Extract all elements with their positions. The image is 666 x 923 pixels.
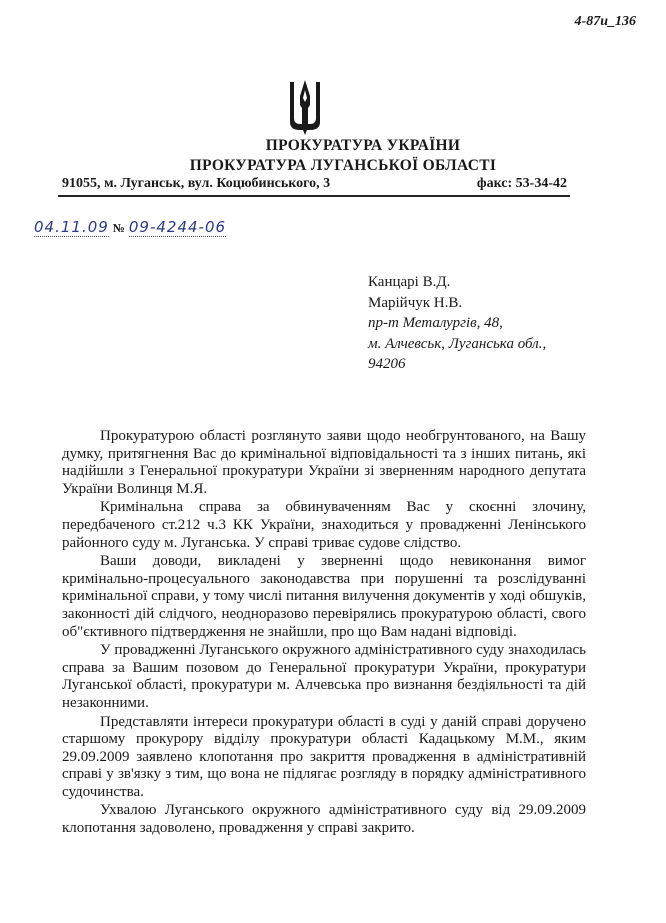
recipient-street: пр-т Металургів, 48, — [368, 315, 503, 331]
recipient-block — [368, 272, 546, 375]
recipient-name-2: Марійчук Н.В. — [368, 294, 463, 311]
org-fax: факс: 53-34-42 — [476, 176, 567, 191]
body-paragraph-2: Кримінальна справа за обвинуваченням Вас у скоєнні злочину, передбаченого ст.212 ч.3 КК України, знаходиться у провадженні Ленінського районного суду м. Луганська. У справі триває судове слідство. — [62, 499, 586, 551]
recipient-name-1: Канцарі В.Д. — [368, 274, 451, 290]
org-address: 91055, м. Луганськ, вул. Коцюбинського, 3 — [62, 176, 331, 191]
registration-number: 09-4244-06 — [128, 218, 227, 236]
org-title-ukraine: ПРОКУРАТУРА УКРАЇНИ — [265, 137, 461, 154]
registration-date: 04.11.09 — [34, 218, 109, 236]
body-paragraph-3: Ваши доводи, викладені у зверненні щодо невиконання вимог кримінально-процесуального законодавства при порушенні та розслідуванні кримінальної справи, у тому числі питання вилучення документів у ході обшуків, законності дій слідчого, неодноразово перевірялись прокуратурою області, свого об"єктивного підтвердження не знайшли, про що Вам надані відповіді. — [62, 553, 586, 640]
letterhead-divider — [58, 195, 570, 197]
tryzub-emblem-icon — [288, 78, 322, 136]
letter-body — [62, 428, 586, 839]
recipient-city: м. Алчевськ, Луганська обл., — [368, 335, 547, 352]
body-paragraph-5: Представляти інтереси прокуратури області в суді у даній справі доручено старшому прокурору відділу прокуратури області Кадацькому М.М., яким 29.09.2009 заявлено клопотання про закриття провадження в адміністративній справі у зв'язку з тим, що вона не підлягає розгляду в порядку адміністративного судочинства. — [62, 713, 586, 800]
body-paragraph-6: Ухвалою Луганського окружного адміністративного суду від 29.09.2009 клопотання задоволено, провадження у справі закрито. — [62, 802, 586, 837]
body-paragraph-1: Прокуратурою області розглянуто заяви щодо необгрунтованого, на Вашу думку, притягнення Вас до кримінальної відповідальності та з інших питань, які надійшли з Генеральної прокуратури України зі зверненням народного депутата України Волинця М.Я. — [62, 428, 586, 497]
body-paragraph-4: У провадженні Луганського окружного адміністративного суду знаходилась справа за Вашим позовом до Генеральної прокуратури України, прокуратури Луганської області, прокуратури м. Алчевська про визнання бездіяльності та дій незаконними. — [62, 642, 586, 711]
registration-line — [34, 218, 226, 237]
document-reference: 4-87и_136 — [574, 14, 636, 29]
org-title-region: ПРОКУРАТУРА ЛУГАНСЬКОЇ ОБЛАСТІ — [189, 157, 497, 174]
registration-number-label: № — [112, 221, 125, 235]
letterhead-address-line — [62, 176, 567, 192]
recipient-postcode: 94206 — [368, 356, 406, 372]
